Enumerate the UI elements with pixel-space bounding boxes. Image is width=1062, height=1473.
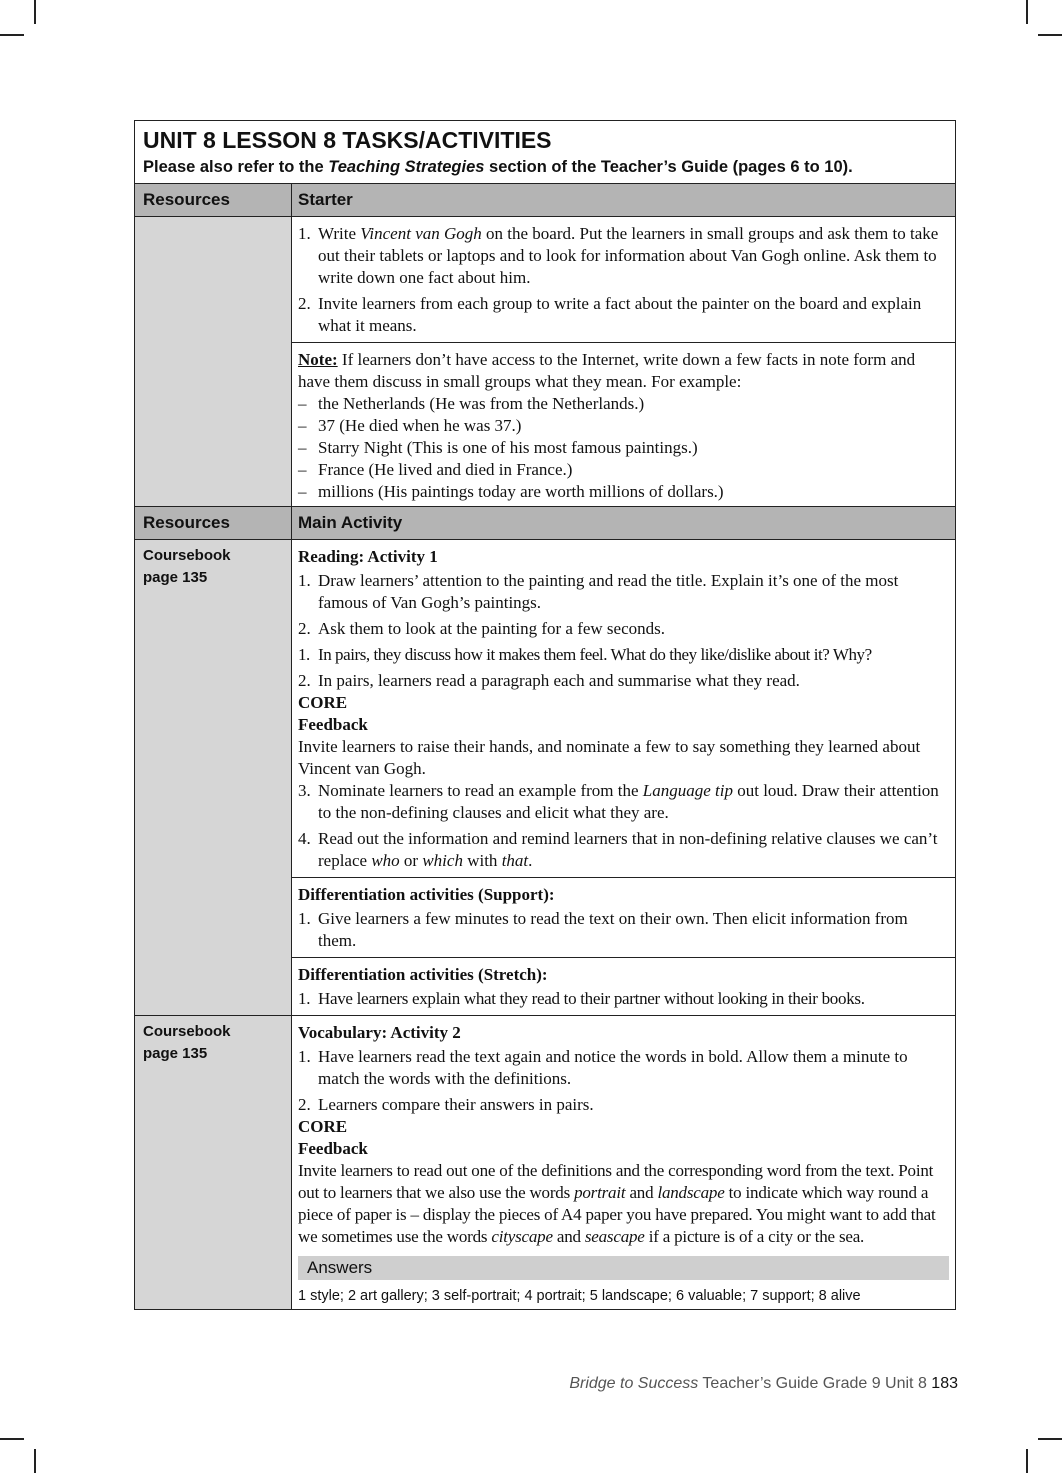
crop-mark <box>1038 1438 1062 1440</box>
item-number: 3. <box>298 781 311 800</box>
dash-text: France (He lived and died in France.) <box>318 460 573 479</box>
item-number: 1. <box>298 909 311 928</box>
italic-text: Vincent van Gogh <box>360 224 482 243</box>
text: on the board. Put the learners in small groups and ask them to take out their tablets or laptops and to look for information about Van Gogh online. Ask them to write down one fact about him. <box>318 224 939 287</box>
subtitle-text: Please also refer to the <box>143 158 329 176</box>
item-text: In pairs, they discuss how it makes them feel. What do they like/dislike about it? Why? <box>318 645 872 664</box>
item-number: 2. <box>298 1095 311 1114</box>
italic-text: seascape <box>584 1227 645 1246</box>
list-item <box>298 1046 949 1090</box>
text: Invite learners to read out one of the definitions and the corresponding word from the text. Point out to learners that we also use the words <box>298 1161 934 1202</box>
list-item <box>298 988 949 1010</box>
crop-mark <box>1038 34 1062 36</box>
support-cell <box>292 878 955 958</box>
item-number: 1. <box>298 1047 311 1066</box>
italic-text: cityscape <box>491 1227 553 1246</box>
italic-text: portrait <box>574 1183 626 1202</box>
text: . <box>528 851 533 870</box>
item-text: In pairs, learners read a paragraph each and summarise what they read. <box>318 671 800 690</box>
note-label: Note: <box>298 350 338 369</box>
feedback-text: Invite learners to raise their hands, and nominate a few to say something they learned about Vincent van Gogh. <box>298 737 921 778</box>
text: out loud. Draw their attention to the non-defining clauses and elicit what they are. <box>318 781 939 822</box>
item-text: Have learners explain what they read to their partner without looking in their books. <box>318 989 865 1008</box>
italic-text: which <box>422 851 463 870</box>
starter-steps <box>292 217 955 343</box>
page-number: 183 <box>931 1375 958 1392</box>
item-number: 2. <box>298 671 311 690</box>
stretch-heading: Differentiation activities (Stretch): <box>298 965 548 984</box>
vocabulary-heading: Vocabulary: Activity 2 <box>298 1023 461 1042</box>
list-item <box>298 670 949 692</box>
main-header-row <box>135 507 955 540</box>
text: Write <box>318 224 361 243</box>
item-number: 1. <box>298 645 310 664</box>
answers-text: 1 style; 2 art gallery; 3 self-portrait; 4 portrait; 5 landscape; 6 valuable; 7 support; 8 alive <box>298 1288 861 1304</box>
dash-item: – the Netherlands (He was from the Netherlands.) <box>298 394 645 413</box>
dash-item: – France (He lived and died in France.) <box>298 460 573 479</box>
list-item <box>298 780 949 824</box>
list-item <box>298 570 949 614</box>
note-paragraph <box>298 349 949 393</box>
italic-text: who <box>371 851 400 870</box>
starter-header-row <box>135 184 955 217</box>
feedback-text <box>298 1160 949 1248</box>
item-text <box>318 223 949 289</box>
item-number: 2. <box>298 294 311 313</box>
list-item <box>298 223 949 289</box>
main-activity-header: Main Activity <box>292 507 955 539</box>
text: Read out the information and remind learners that in non-defining relative clauses we can’t replace <box>318 829 938 870</box>
title-block <box>135 121 955 184</box>
answers-label: Answers <box>298 1256 949 1280</box>
footer-text: Teacher’s Guide Grade 9 Unit 8 <box>698 1375 932 1392</box>
list-item <box>298 828 949 872</box>
core-label: CORE <box>298 693 348 712</box>
dash-text: the Netherlands (He was from the Netherlands.) <box>318 394 645 413</box>
crop-mark <box>0 1438 24 1440</box>
reading-cell <box>292 540 955 878</box>
crop-mark <box>34 0 36 24</box>
list-item <box>298 908 949 952</box>
text: if a picture is of a city or the sea. <box>644 1227 865 1246</box>
vocabulary-cell <box>292 1016 955 1309</box>
page-footer <box>400 1375 958 1393</box>
item-text: Draw learners’ attention to the painting and read the title. Explain it’s one of the most famous of Van Gogh’s paintings. <box>318 571 899 612</box>
resources-cell <box>135 217 292 506</box>
item-text <box>318 828 949 872</box>
note-text: If learners don’t have access to the Internet, write down a few facts in note form and have them discuss in small groups what they mean. For example: <box>298 350 916 391</box>
dash-text: 37 (He died when he was 37.) <box>318 416 522 435</box>
feedback-label: Feedback <box>298 715 368 734</box>
item-number: 1. <box>298 571 311 590</box>
footer-book-title: Bridge to Success <box>569 1375 699 1392</box>
list-item <box>298 618 949 640</box>
crop-mark <box>1026 1449 1028 1473</box>
crop-mark <box>34 1449 36 1473</box>
item-text: Have learners read the text again and notice the words in bold. Allow them a minute to match the words with the definitions. <box>318 1047 908 1088</box>
stretch-cell <box>292 958 955 1015</box>
list-item <box>298 1094 949 1116</box>
reading-heading: Reading: Activity 1 <box>298 547 438 566</box>
item-number: 1. <box>298 989 311 1008</box>
item-text: Invite learners from each group to write a fact about the painter on the board and explain what it means. <box>318 294 922 335</box>
page-title: UNIT 8 LESSON 8 TASKS/ACTIVITIES <box>143 127 552 153</box>
dash-text: Starry Night (This is one of his most famous paintings.) <box>318 438 698 457</box>
dash-item: – millions (His paintings today are worth millions of dollars.) <box>298 482 724 501</box>
crop-mark <box>0 34 24 36</box>
resources-cell: Coursebook page 135 <box>135 540 292 1015</box>
support-heading: Differentiation activities (Support): <box>298 885 555 904</box>
item-text: Learners compare their answers in pairs. <box>318 1095 594 1114</box>
italic-text: that <box>501 851 529 870</box>
crop-mark <box>1026 0 1028 24</box>
text: or <box>399 851 423 870</box>
subtitle-italic: Teaching Strategies <box>328 158 485 176</box>
text: to indicate which way round a piece of paper is – display the pieces of A4 paper you have prepared. You might want to add that we sometimes use the words <box>298 1183 936 1246</box>
starter-header: Starter <box>292 184 955 216</box>
item-text <box>318 780 949 824</box>
item-text: Give learners a few minutes to read the text on their own. Then elicit information from them. <box>318 909 908 950</box>
text: Nominate learners to read an example from the <box>318 781 643 800</box>
page-subtitle <box>143 156 947 178</box>
italic-text: Language tip <box>642 781 733 800</box>
dash-item: – Starry Night (This is one of his most famous paintings.) <box>298 438 698 457</box>
core-label: CORE <box>298 1117 348 1136</box>
item-number: 1. <box>298 224 311 243</box>
note-cell <box>292 343 955 506</box>
resources-cell: Coursebook page 135 <box>135 1016 292 1309</box>
subtitle-text: section of the Teacher’s Guide (pages 6 to 10). <box>484 158 853 176</box>
vocabulary-row <box>135 1016 955 1309</box>
lesson-table <box>134 120 956 1310</box>
text: and <box>625 1183 658 1202</box>
item-number: 2. <box>298 619 311 638</box>
item-text: Ask them to look at the painting for a few seconds. <box>318 619 666 638</box>
dash-text: millions (His paintings today are worth millions of dollars.) <box>318 482 724 501</box>
text: with <box>462 851 502 870</box>
list-item <box>298 293 949 337</box>
item-number: 4. <box>298 829 311 848</box>
feedback-label: Feedback <box>298 1139 368 1158</box>
resources-header: Resources <box>135 184 292 216</box>
text: and <box>552 1227 585 1246</box>
reading-row <box>135 540 955 1016</box>
list-item <box>298 644 949 666</box>
dash-item: – 37 (He died when he was 37.) <box>298 416 522 435</box>
starter-row <box>135 217 955 507</box>
resources-header: Resources <box>135 507 292 539</box>
italic-text: landscape <box>657 1183 725 1202</box>
